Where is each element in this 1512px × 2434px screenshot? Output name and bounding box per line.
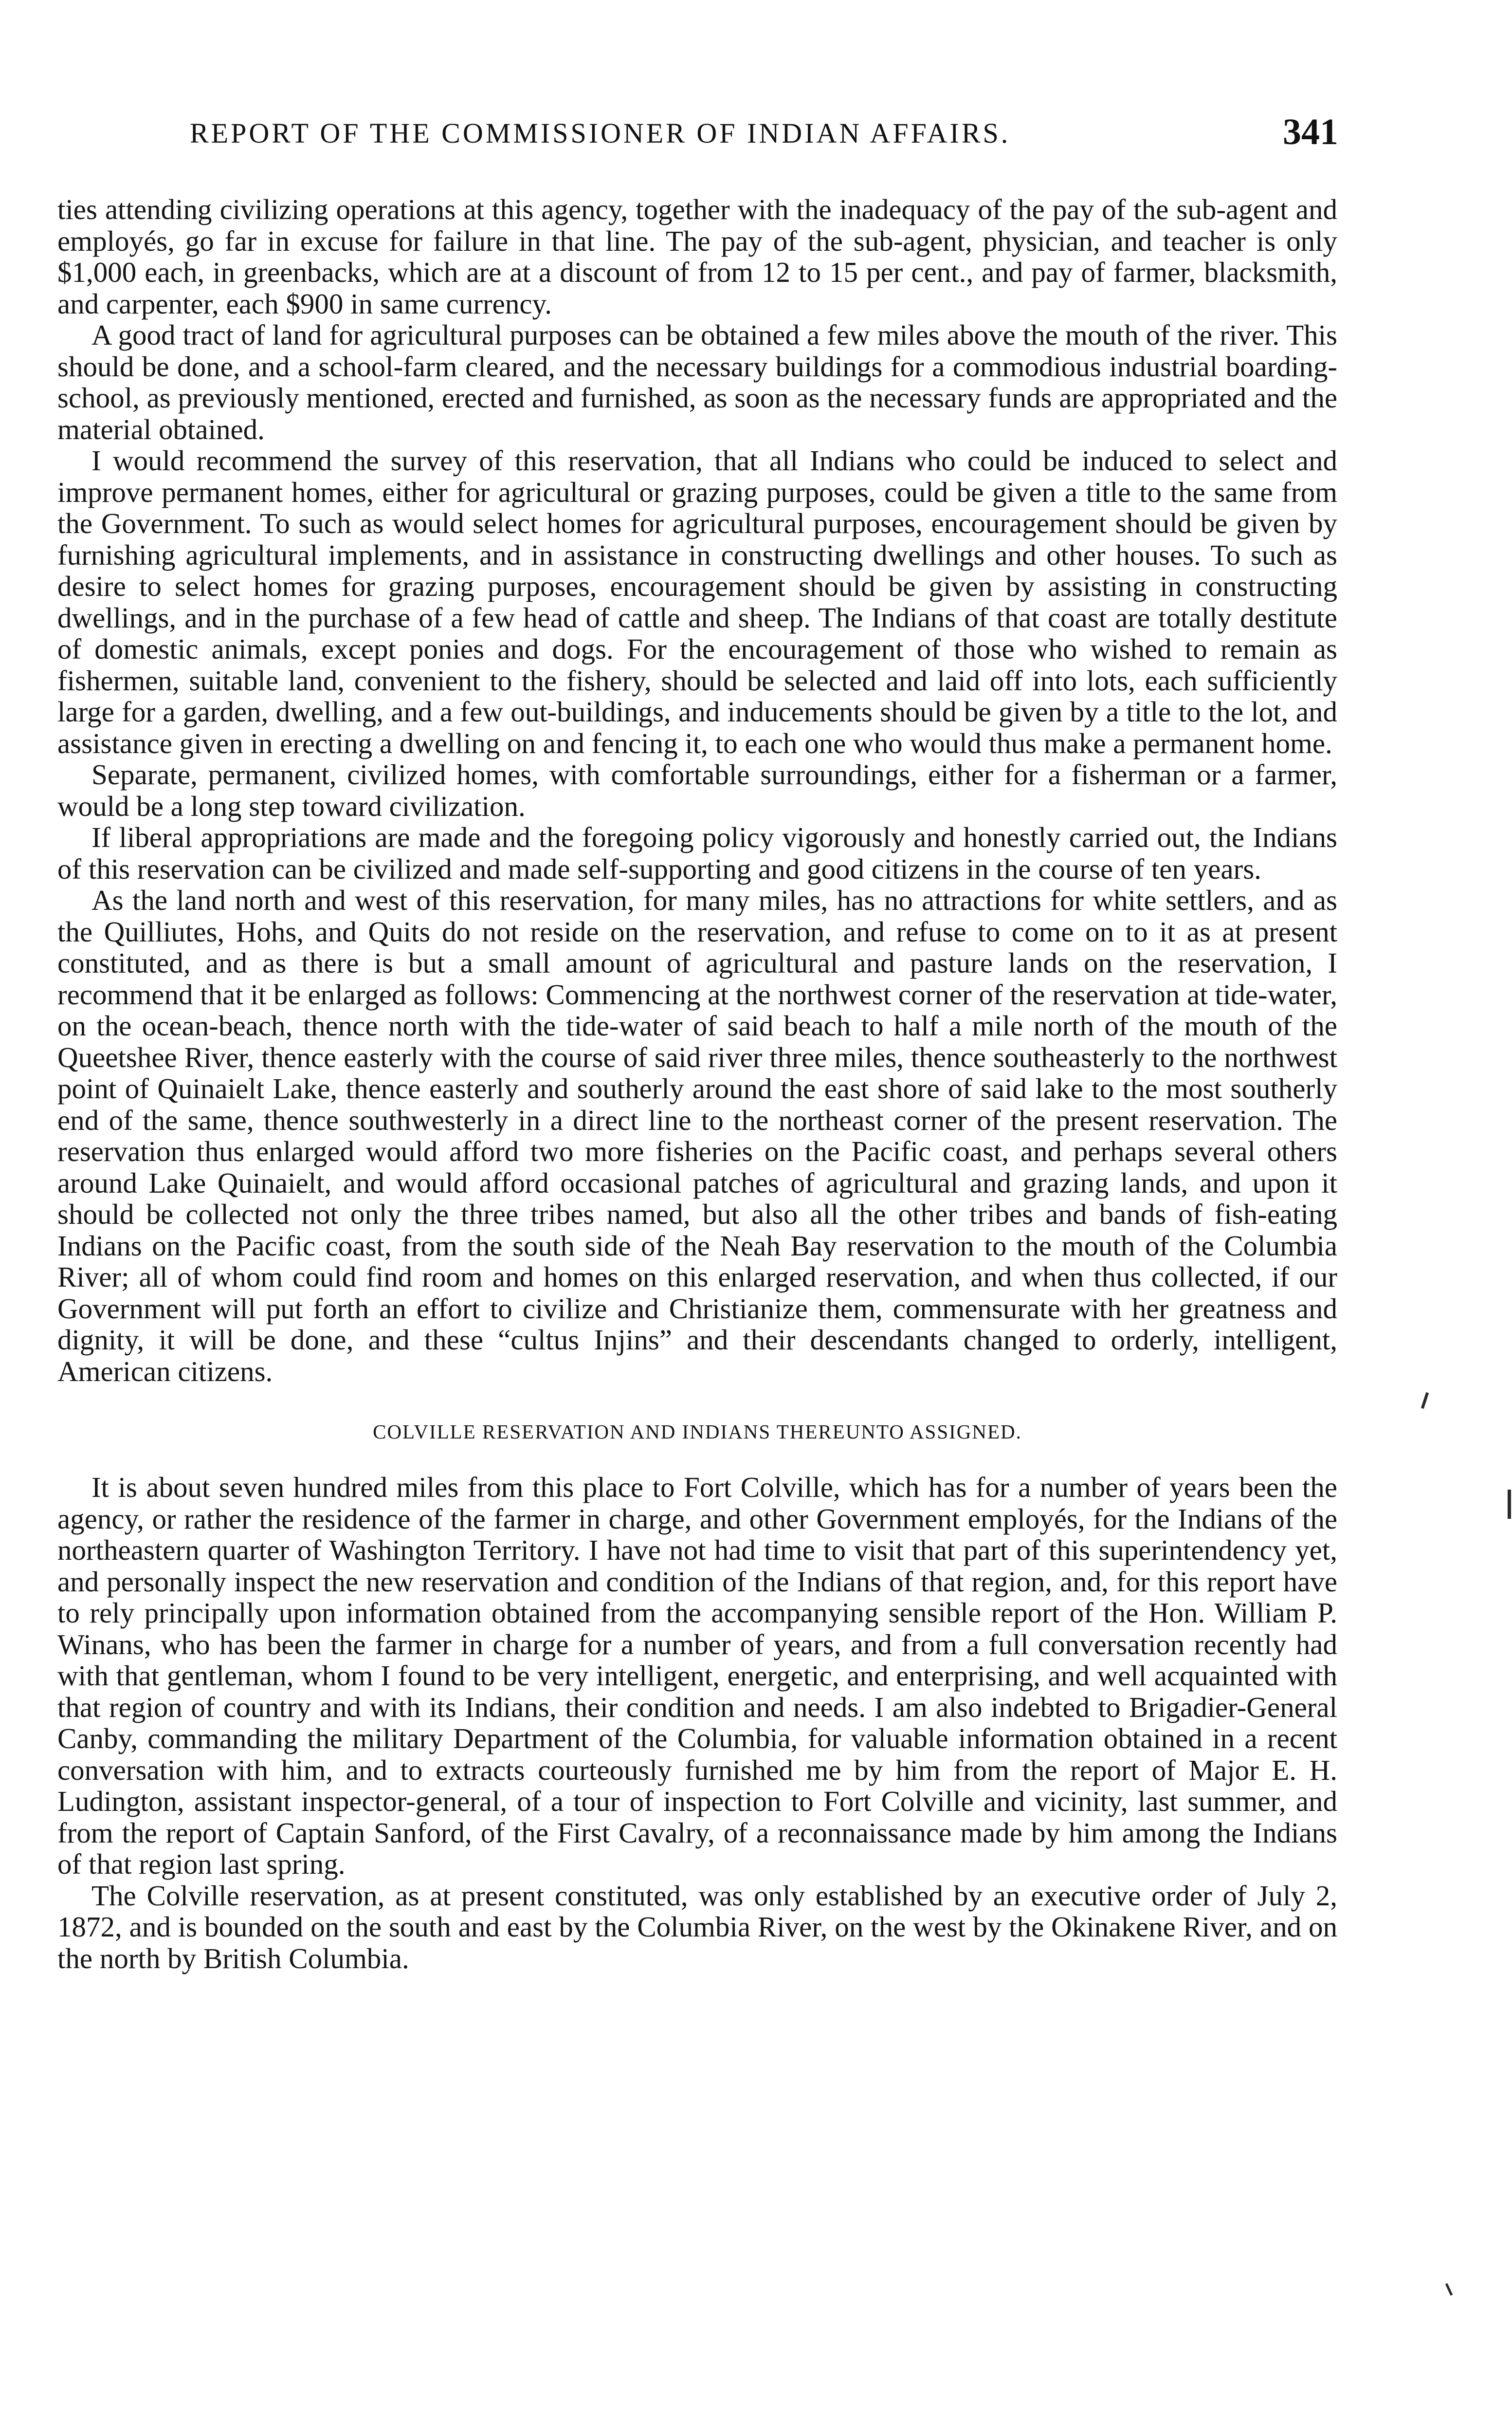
paragraph: As the land north and west of this reservation, for many miles, has no attractions for white settlers, and as the Quilliutes, Hohs, and Quits do not reside on the reservation, and refuse to come on to it as at present constituted, and as there is but a small amount of agricultural and pasture lands on the reservation, I recommend that it be enlarged as follows: Commencing at the northwest corner of the reservation at tide-water, on the ocean-beach, thence north with the tide-water of said beach to half a mile north of the mouth of the Queetshee River, thence easterly with the course of said river three miles, thence southeasterly to the northwest point of Quinaielt Lake, thence easterly and southerly around the east shore of said lake to the most southerly end of the same, thence southwesterly in a direct line to the northeast corner of the present reservation. The reservation thus enlarged would afford two more fisheries on the Pacific coast, and perhaps several others around Lake Quinaielt, and would afford occasional patches of agricultural and grazing lands, and upon it should be collected not only the three tribes named, but also all the other tribes and bands of fish-eating Indians on the Pacific coast, from the south side of the Neah Bay reservation to the mouth of the Columbia River; all of whom could find room and homes on this enlarged reservation, and when thus collected, if our Government will put forth an effort to civilize and Christianize them, commensurate with her greatness and dignity, it will be done, and these “cultus Injins” and their descendants changed to orderly, intelligent, American citizens. <box>57 884 1337 1387</box>
paragraph: It is about seven hundred miles from this place to Fort Colville, which has for a number of years been the agency, or rather the residence of the farmer in charge, and other Government employés, for the Indians of the northeastern quarter of Washington Territory. I have not had time to visit that part of this superintendency yet, and personally inspect the new reservation and condition of the Indians of that region, and, for this report have to rely principally upon information obtained from the accompanying sensible report of the Hon. William P. Winans, who has been the farmer in charge for a number of years, and from a full conversation recently had with that gentleman, whom I found to be very intelligent, energetic, and enterprising, and well acquainted with that region of country and with its Indians, their condition and needs. I am also indebted to Brigadier-General Canby, commanding the military Department of the Columbia, for valuable information obtained in a recent conversation with him, and to extracts courteously furnished me by him from the report of Major E. H. Ludington, assistant inspector-general, of a tour of inspection to Fort Colville and vicinity, last summer, and from the report of Captain Sanford, of the First Cavalry, of a reconnaissance made by him among the Indians of that region last spring. <box>57 1471 1337 1880</box>
section-heading: COLVILLE RESERVATION AND INDIANS THEREUNTO ASSIGNED. <box>373 1420 1022 1443</box>
scan-speck <box>1421 1392 1429 1409</box>
paragraph: A good tract of land for agricultural purposes can be obtained a few miles above the mouth of the river. This should be done, and a school-farm cleared, and the necessary buildings for a commodious industrial boarding-school, as previously mentioned, erected and furnished, as soon as the necessary funds are appropriated and the material obtained. <box>57 319 1337 445</box>
scan-speck <box>1508 1490 1511 1519</box>
paragraph: If liberal appropriations are made and the foregoing policy vigorously and honestly carried out, the Indians of this reservation can be civilized and made self-supporting and good citizens in the course of ten years. <box>57 821 1337 885</box>
paragraph: Separate, permanent, civilized homes, with comfortable surroundings, either for a fisherman or a farmer, would be a long step toward civilization. <box>57 758 1337 822</box>
paragraph: ties attending civilizing operations at this agency, together with the inadequacy of the pay of the sub-agent and employés, go far in excuse for failure in that line. The pay of the sub-agent, physician, and teacher is only $1,000 each, in greenbacks, which are at a discount of from 12 to 15 per cent., and pay of farmer, blacksmith, and carpenter, each $900 in same currency. <box>57 193 1337 320</box>
paragraph: I would recommend the survey of this reservation, that all Indians who could be induced to select and improve permanent homes, either for agricultural or grazing purposes, could be given a title to the same from the Government. To such as would select homes for agricultural purposes, encouragement should be given by furnishing agricultural implements, and in assistance in constructing dwellings and other houses. To such as desire to select homes for grazing purposes, encouragement should be given by assisting in constructing dwellings, and in the purchase of a few head of cattle and sheep. The Indians of that coast are totally destitute of domestic animals, except ponies and dogs. For the encouragement of those who wished to remain as fishermen, suitable land, convenient to the fishery, should be selected and laid off into lots, each sufficiently large for a garden, dwelling, and a few out-buildings, and inducements should be given by a title to the lot, and assistance given in erecting a dwelling on and fencing it, to each one who would thus make a permanent home. <box>57 444 1337 759</box>
scan-speck <box>1445 2283 1453 2296</box>
paragraph: The Colville reservation, as at present constituted, was only established by an executive order of July 2, 1872, and is bounded on the south and east by the Columbia River, on the west by the Okinakene River, and on the north by British Columbia. <box>57 1879 1337 1974</box>
running-title: REPORT OF THE COMMISSIONER OF INDIAN AFFAIRS. <box>190 117 1011 149</box>
page-number: 341 <box>1283 111 1338 152</box>
text-column <box>57 194 1337 1974</box>
running-head <box>190 111 1338 155</box>
